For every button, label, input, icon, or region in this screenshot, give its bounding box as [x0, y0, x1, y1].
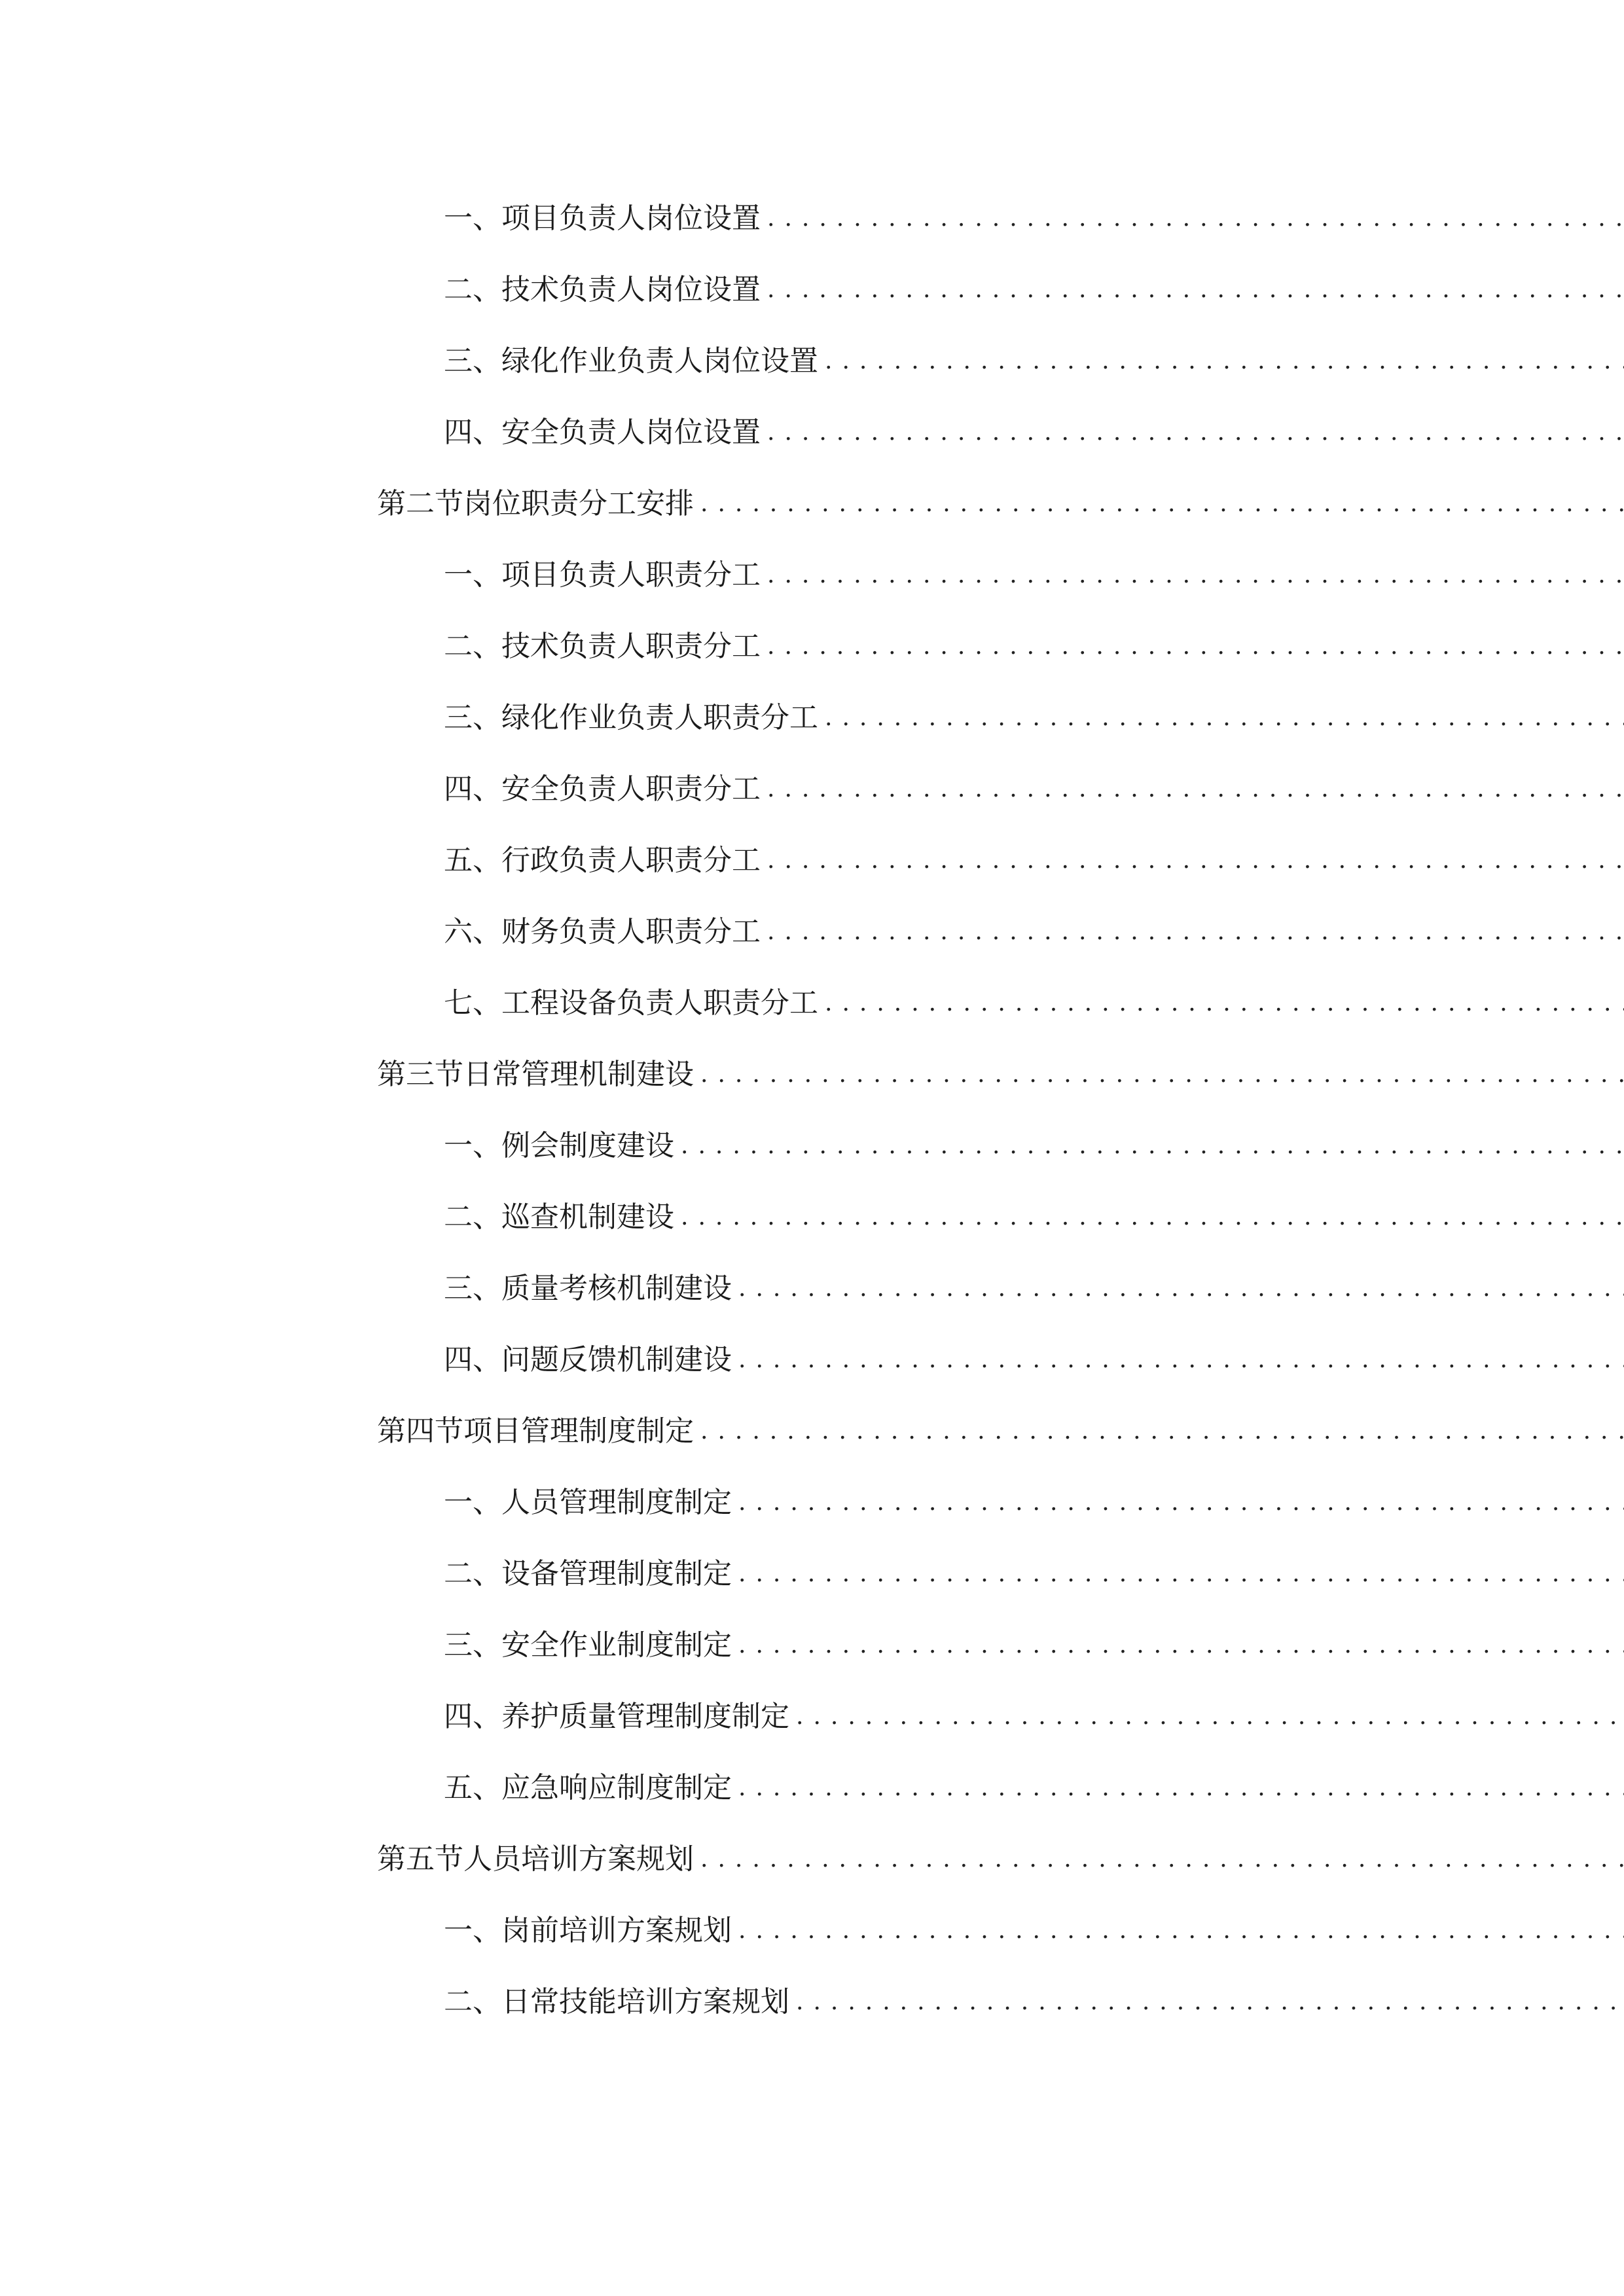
section-title: 日常管理机制建设 — [463, 1058, 694, 1091]
toc-section-entry[interactable] — [0, 1405, 1624, 1458]
entry-number: 三、 — [444, 1272, 501, 1305]
toc-entry[interactable] — [0, 1120, 1624, 1172]
toc-entry[interactable] — [0, 264, 1624, 316]
entry-title: 安全负责人职责分工 — [501, 772, 761, 806]
dot-leader — [700, 1405, 1624, 1458]
section-number: 第四节 — [377, 1414, 463, 1448]
toc-entry[interactable] — [0, 1905, 1624, 1957]
toc-entry[interactable] — [0, 834, 1624, 887]
entry-number: 一、 — [444, 1129, 501, 1162]
entry-number: 四、 — [444, 772, 501, 806]
dot-leader — [825, 335, 1624, 387]
toc-entry[interactable] — [0, 1191, 1624, 1244]
toc-section-entry[interactable] — [0, 478, 1624, 530]
entry-title: 设备管理制度制定 — [501, 1557, 732, 1590]
toc-entry[interactable] — [0, 1976, 1624, 2028]
entry-title: 安全负责人岗位设置 — [501, 416, 761, 449]
dot-leader — [767, 264, 1624, 316]
dot-leader — [796, 1976, 1624, 2028]
toc-entry[interactable] — [0, 1477, 1624, 1529]
dot-leader — [738, 1762, 1624, 1814]
entry-number: 二、 — [444, 630, 501, 663]
dot-leader — [700, 1833, 1624, 1886]
entry-title: 项目负责人岗位设置 — [501, 202, 761, 235]
section-number: 第二节 — [377, 487, 463, 520]
dot-leader — [738, 1905, 1624, 1957]
entry-number: 四、 — [444, 1700, 501, 1733]
entry-title: 绿化作业负责人岗位设置 — [501, 344, 818, 378]
dot-leader — [767, 834, 1624, 887]
dot-leader — [700, 478, 1624, 530]
entry-number: 二、 — [444, 1200, 501, 1234]
dot-leader — [738, 1334, 1624, 1386]
toc-entry[interactable] — [0, 335, 1624, 387]
entry-title: 行政负责人职责分工 — [501, 844, 761, 877]
dot-leader — [767, 406, 1624, 459]
dot-leader — [767, 192, 1624, 245]
entry-number: 三、 — [444, 701, 501, 734]
entry-title: 项目负责人职责分工 — [501, 558, 761, 592]
entry-title: 巡查机制建设 — [501, 1200, 674, 1234]
toc-section-entry[interactable] — [0, 1049, 1624, 1101]
entry-title: 质量考核机制建设 — [501, 1272, 732, 1305]
section-number: 第五节 — [377, 1842, 463, 1876]
toc-section-entry[interactable] — [0, 1833, 1624, 1886]
entry-number: 一、 — [444, 558, 501, 592]
entry-title: 应急响应制度制定 — [501, 1771, 732, 1804]
entry-title: 安全作业制度制定 — [501, 1628, 732, 1662]
toc-entry[interactable] — [0, 1691, 1624, 1743]
dot-leader — [738, 1548, 1624, 1600]
dot-leader — [767, 620, 1624, 673]
dot-leader — [681, 1120, 1624, 1172]
dot-leader — [738, 1619, 1624, 1672]
entry-number: 二、 — [444, 273, 501, 306]
toc-entry[interactable] — [0, 1762, 1624, 1814]
toc-entry[interactable] — [0, 692, 1624, 744]
entry-number: 五、 — [444, 844, 501, 877]
entry-title: 养护质量管理制度制定 — [501, 1700, 789, 1733]
section-title: 项目管理制度制定 — [463, 1414, 694, 1448]
toc-entry[interactable] — [0, 906, 1624, 958]
dot-leader — [767, 763, 1624, 816]
entry-title: 技术负责人职责分工 — [501, 630, 761, 663]
dot-leader — [738, 1477, 1624, 1529]
entry-number: 四、 — [444, 1343, 501, 1376]
section-title: 岗位职责分工安排 — [463, 487, 694, 520]
toc-entry[interactable] — [0, 1619, 1624, 1672]
toc-entry[interactable] — [0, 1548, 1624, 1600]
dot-leader — [796, 1691, 1624, 1743]
entry-title: 例会制度建设 — [501, 1129, 674, 1162]
entry-number: 四、 — [444, 416, 501, 449]
entry-title: 岗前培训方案规划 — [501, 1914, 732, 1947]
toc-entry[interactable] — [0, 406, 1624, 459]
toc-entry[interactable] — [0, 1334, 1624, 1386]
dot-leader — [767, 906, 1624, 958]
dot-leader — [700, 1049, 1624, 1101]
entry-number: 七、 — [444, 986, 501, 1020]
entry-number: 一、 — [444, 1486, 501, 1519]
entry-title: 技术负责人岗位设置 — [501, 273, 761, 306]
dot-leader — [738, 1263, 1624, 1315]
dot-leader — [681, 1191, 1624, 1244]
toc-entry[interactable] — [0, 620, 1624, 673]
entry-title: 工程设备负责人职责分工 — [501, 986, 818, 1020]
entry-title: 人员管理制度制定 — [501, 1486, 732, 1519]
toc-entry[interactable] — [0, 1263, 1624, 1315]
entry-number: 三、 — [444, 344, 501, 378]
section-number: 第三节 — [377, 1058, 463, 1091]
dot-leader — [825, 977, 1624, 1030]
entry-number: 一、 — [444, 1914, 501, 1947]
entry-number: 二、 — [444, 1557, 501, 1590]
toc-entry[interactable] — [0, 549, 1624, 601]
toc-entry[interactable] — [0, 977, 1624, 1030]
dot-leader — [825, 692, 1624, 744]
entry-number: 二、 — [444, 1985, 501, 2018]
dot-leader — [767, 549, 1624, 601]
toc-entry[interactable] — [0, 763, 1624, 816]
entry-title: 问题反馈机制建设 — [501, 1343, 732, 1376]
entry-title: 绿化作业负责人职责分工 — [501, 701, 818, 734]
entry-title: 财务负责人职责分工 — [501, 915, 761, 948]
entry-number: 三、 — [444, 1628, 501, 1662]
entry-number: 一、 — [444, 202, 501, 235]
entry-number: 六、 — [444, 915, 501, 948]
toc-entry[interactable] — [0, 192, 1624, 245]
entry-number: 五、 — [444, 1771, 501, 1804]
section-title: 人员培训方案规划 — [463, 1842, 694, 1876]
entry-title: 日常技能培训方案规划 — [501, 1985, 789, 2018]
